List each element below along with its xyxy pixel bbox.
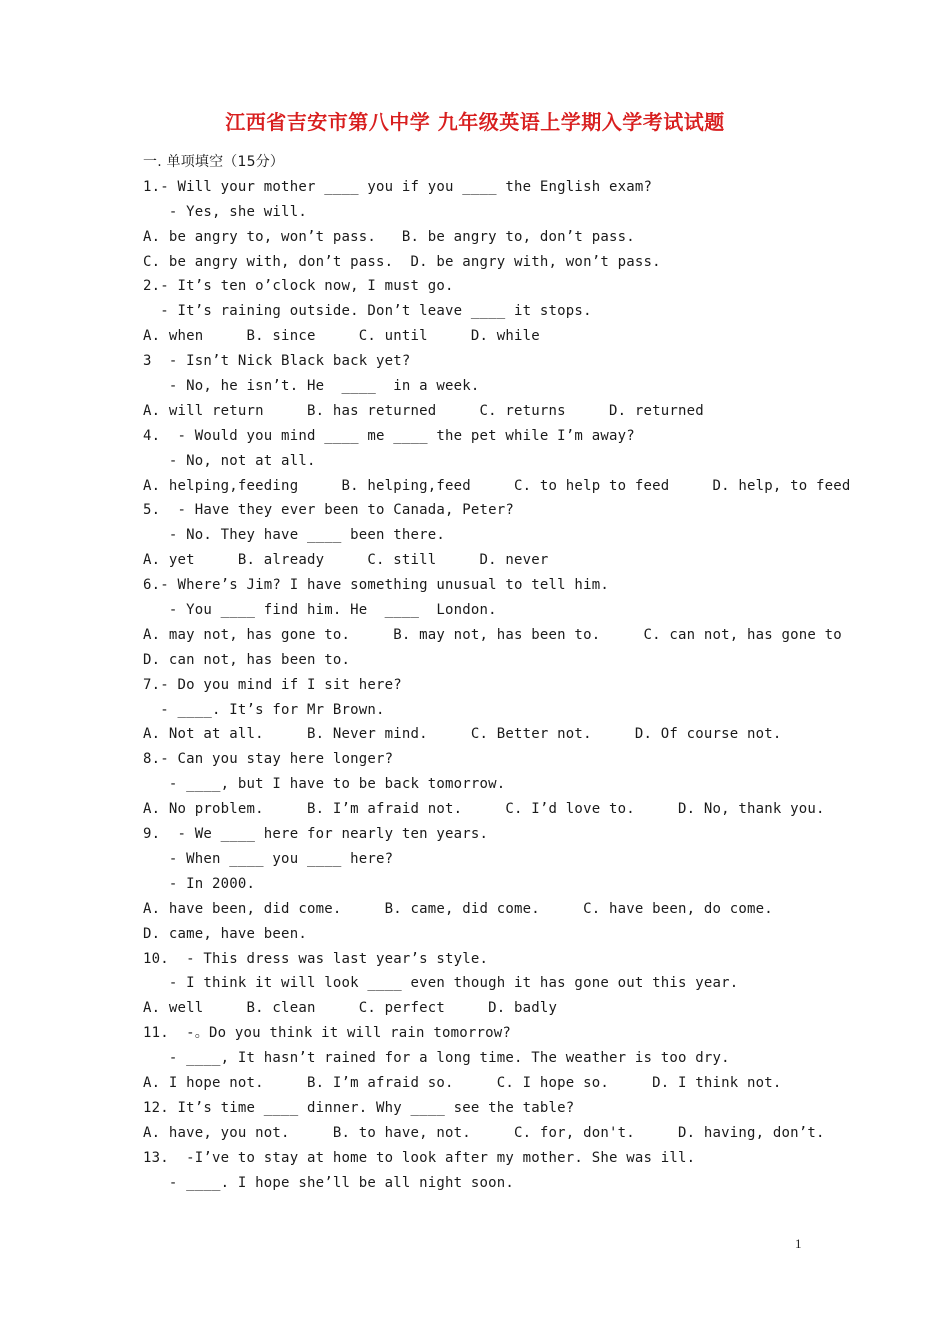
document-title: 江西省吉安市第八中学 九年级英语上学期入学考试试题	[225, 110, 725, 134]
question-line: A. when B. since C. until D. while	[143, 328, 540, 345]
question-line: - When ____ you ____ here?	[143, 850, 394, 867]
question-line: 8.- Can you stay here longer?	[143, 751, 394, 768]
question-line: 11. -。Do you think it will rain tomorrow?	[143, 1025, 511, 1042]
question-line: A. will return B. has returned C. returns D. returned	[143, 402, 704, 419]
question-line: - ____. I hope she’ll be all night soon.	[143, 1174, 515, 1191]
question-line: 5. - Have they ever been to Canada, Peter?	[143, 502, 515, 519]
question-line: - ____, but I have to be back tomorrow.	[143, 776, 506, 793]
question-line: 4. - Would you mind ____ me ____ the pet while I’m away?	[143, 427, 635, 444]
question-line: A. well B. clean C. perfect D. badly	[143, 1000, 558, 1017]
question-line: A. helping,feeding B. helping,feed C. to help to feed D. help, to feed	[143, 477, 851, 494]
question-line: A. be angry to, won’t pass. B. be angry to, don’t pass.	[143, 228, 635, 245]
question-line: A. Not at all. B. Never mind. C. Better not. D. Of course not.	[143, 726, 782, 743]
question-line: 2.- It’s ten o’clock now, I must go.	[143, 278, 454, 295]
question-line: 9. - We ____ here for nearly ten years.	[143, 826, 489, 843]
question-line: - Yes, she will.	[143, 203, 307, 220]
question-line: - In 2000.	[143, 875, 256, 892]
question-line: - You ____ find him. He ____ London.	[143, 602, 497, 619]
question-line: 13. -I’ve to stay at home to look after my mother. She was ill.	[143, 1149, 696, 1166]
question-line: A. yet B. already C. still D. never	[143, 552, 549, 569]
question-list	[143, 150, 863, 1195]
question-line: - ____. It’s for Mr Brown.	[143, 701, 385, 718]
question-line: - It’s raining outside. Don’t leave ____ it stops.	[143, 303, 592, 320]
question-line: 6.- Where’s Jim? I have something unusual to tell him.	[143, 577, 609, 594]
question-line: 1.- Will your mother ____ you if you ____ the English exam?	[143, 178, 653, 195]
question-line: - I think it will look ____ even though it has gone out this year.	[143, 975, 739, 992]
question-line: 10. - This dress was last year’s style.	[143, 950, 489, 967]
question-line: 3 - Isn’t Nick Black back yet?	[143, 353, 411, 370]
question-line: A. may not, has gone to. B. may not, has been to. C. can not, has gone to	[143, 626, 842, 643]
question-line: 7.- Do you mind if I sit here?	[143, 676, 402, 693]
section-heading: 一. 单项填空（15分）	[143, 154, 285, 170]
question-line: A. No problem. B. I’m afraid not. C. I’d love to. D. No, thank you.	[143, 801, 825, 818]
question-line: A. have been, did come. B. came, did come. C. have been, do come.	[143, 900, 773, 917]
question-line: C. be angry with, don’t pass. D. be angry with, won’t pass.	[143, 253, 661, 270]
question-line: D. came, have been.	[143, 925, 307, 942]
question-line: - ____, It hasn’t rained for a long time. The weather is too dry.	[143, 1050, 730, 1067]
question-line: A. have, you not. B. to have, not. C. for, don't. D. having, don’t.	[143, 1124, 825, 1141]
question-line: - No, he isn’t. He ____ in a week.	[143, 378, 480, 395]
page-number: 1	[795, 1236, 802, 1251]
question-line: 12. It’s time ____ dinner. Why ____ see the table?	[143, 1099, 575, 1116]
question-line: - No. They have ____ been there.	[143, 527, 446, 544]
question-line: D. can not, has been to.	[143, 651, 351, 668]
question-line: A. I hope not. B. I’m afraid so. C. I hope so. D. I think not.	[143, 1074, 782, 1091]
question-line: - No, not at all.	[143, 452, 316, 469]
